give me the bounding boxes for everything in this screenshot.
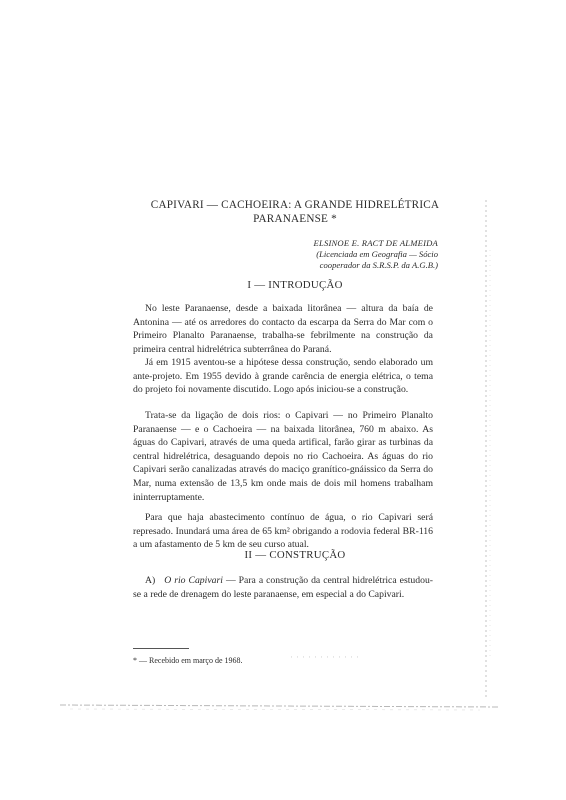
paragraph-intro-3: Trata-se da ligação de dois rios: o Capivari — no Primeiro Planalto Paranaense — e o Cachoeira — na baixada litorânea, 760 m abaixo. As águas do Capivari, através de uma queda artifical, farão girar as turbinas da central hidrelétrica, desaguando depois no rio Cachoeira. As águas do rio Capivari serão canalizadas através do maciço granítico-gnáissico da Serra do Mar, numa extensão de 13,5 km onde mais de dois mil homens trabalham ininterruptamente.: [133, 410, 433, 503]
section-heading-construcao: II — CONSTRUÇÃO: [244, 549, 346, 561]
title-line-1: CAPIVARI — CACHOEIRA: A GRANDE HIDRELÉTRICA: [150, 199, 440, 211]
title-line-2: PARANAENSE *: [253, 213, 337, 225]
paragraph-text: — Para a construção da central hidrelétrica estudou-se a rede de drenagem do leste paranaense, em especial a do Capivari.: [133, 575, 434, 600]
author-affiliation-2: cooperador da S.R.S.P. da A.G.B.): [319, 260, 438, 270]
paragraph-intro-2: Já em 1915 aventou-se a hipótese dessa construção, sendo elaborado um ante-projeto. Em 1955 devido à grande carência de energia elétrica, o tema do projeto foi novamente discutido. Logo após iniciou-se a construção.: [133, 357, 433, 396]
paragraph-intro-1: No leste Paranaense, desde a baixada litorânea — altura da baía de Antonina — até os arredores do contacto da escarpa da Serra do Mar com o Primeiro Planalto Paranaense, trabalha-se febrilmente na construção da primeira central hidrelétrica subterrânea do Paraná.: [133, 303, 433, 355]
author-affiliation-1: (Licenciada em Geografia — Sócio: [316, 249, 438, 259]
subsection-title: O rio Capivari: [164, 575, 223, 586]
author-name: ELSINOE E. RACT DE ALMEIDA: [313, 238, 438, 248]
section-heading-introducao: I — INTRODUÇÃO: [247, 279, 343, 291]
scan-bleed-through: ············: [290, 652, 362, 662]
list-marker: A): [145, 575, 156, 586]
footnote: * — Recebido em março de 1968.: [133, 656, 243, 665]
paragraph-intro-4: Para que haja abastecimento contínuo de água, o rio Capivari será represado. Inundará uma área de 65 km² obrigando a rodovia federal BR-116 a um afastamento de 5 km de seu curso atual.: [133, 512, 433, 551]
